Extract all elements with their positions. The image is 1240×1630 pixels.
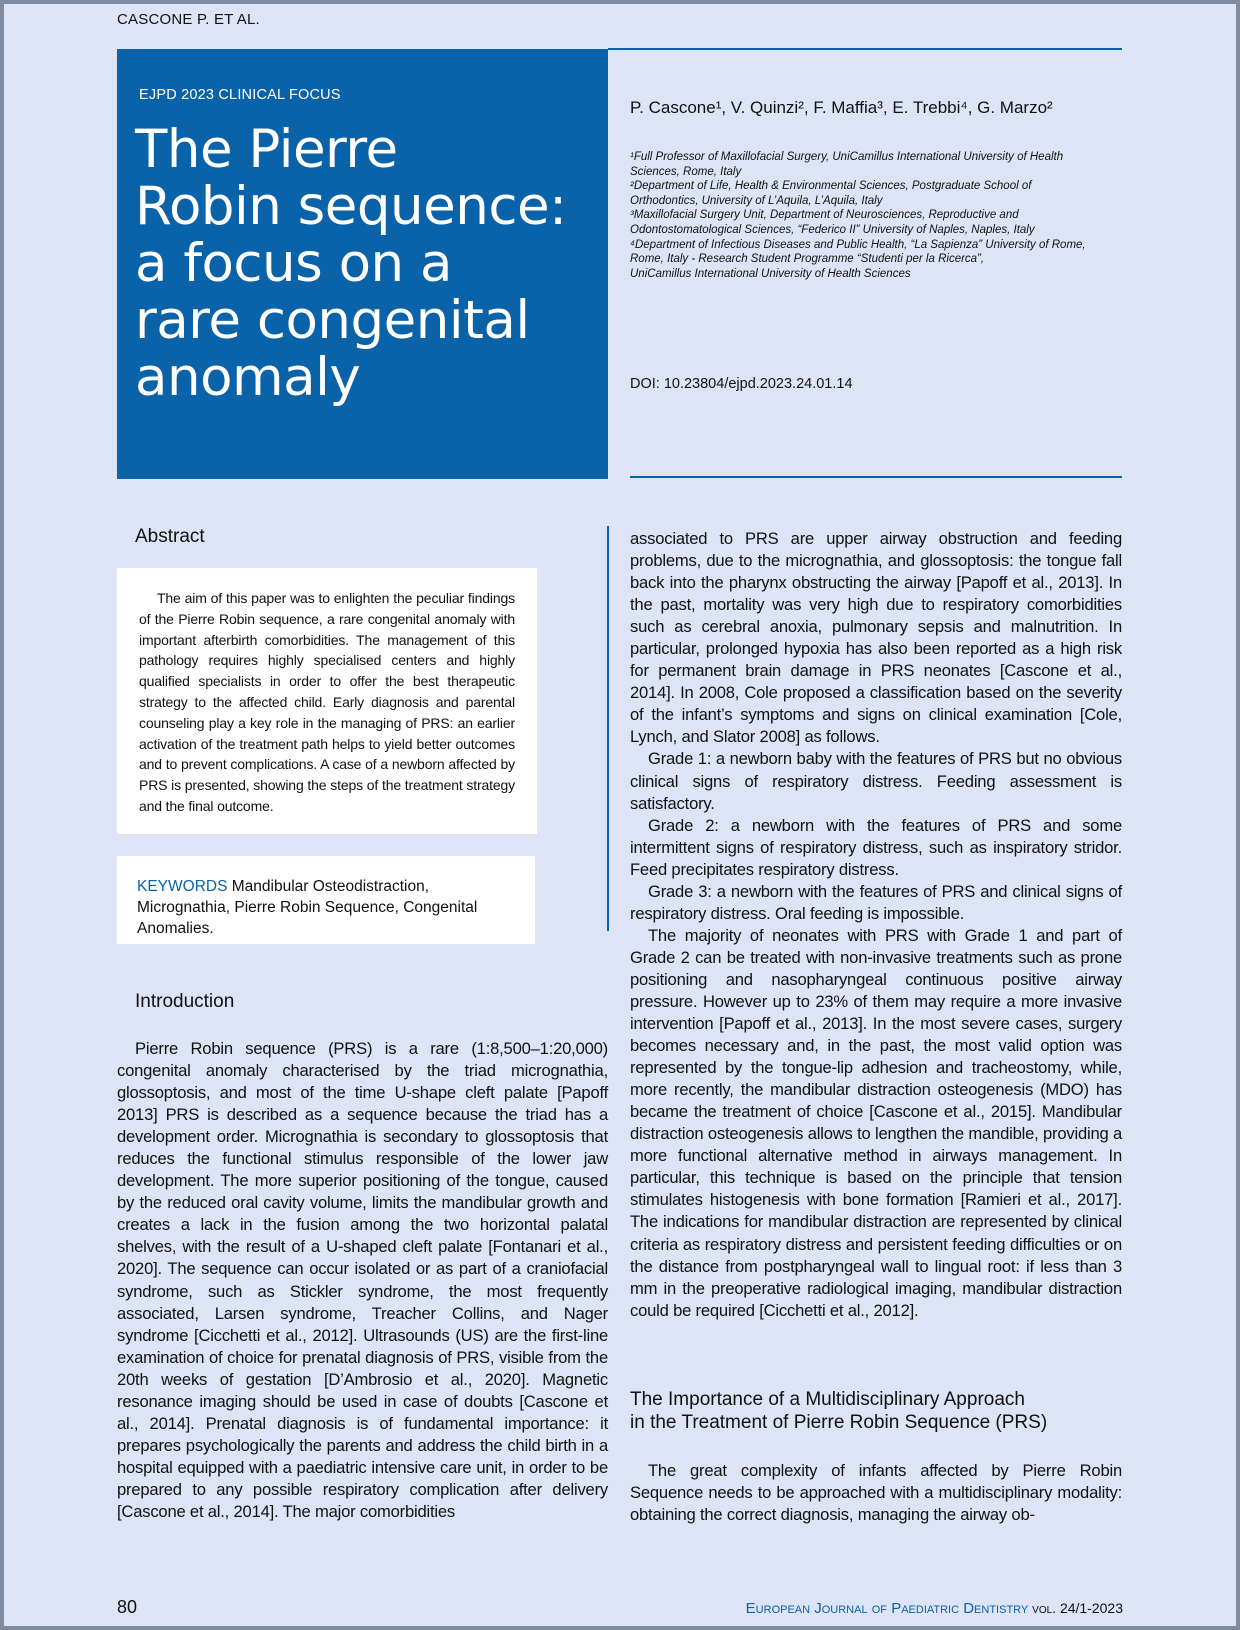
introduction-heading: Introduction bbox=[135, 991, 235, 1012]
body-paragraph: The majority of neonates with PRS with Grade 1 and part of Grade 2 can be treated with non-invasive treatments such as prone positioning and nasopharyngeal continuous positive airway pressure. However up to 23% of them may require a more invasive intervention [Papoff et al., 2013]. In the most severe cases, surgery becomes necessary and, in the past, the most valid option was represented by the tongue-lip adhesion and tracheostomy, while, more recently, the mandibular distraction osteogenesis (MDO) has became the treatment of choice [Cascone et al., 2015]. Mandibular distraction osteogenesis allows to lengthen the mandible, providing a more functional alternative method in airways management. In particular, this technique is based on the principle that tension stimulates histogenesis with bone formation [Ramieri et al., 2017]. The indications for mandibular distraction are represented by clinical criteria as respiratory distress and persistent feeding difficulties or on the distance from postpharyngeal wall to lingual root: if less than 3 mm in the preoperative radiological imaging, mandibular distraction could be required [Cicchetti et al., 2012]. bbox=[630, 925, 1122, 1320]
grade-3-paragraph: Grade 3: a newborn with the features of PRS and clinical signs of respiratory distress. Oral feeding is impossible. bbox=[630, 881, 1122, 923]
affiliation: ³Maxillofacial Surgery Unit, Department of Neurosciences, Reproductive and Odontostomatological Sciences, “Federico II” University of Naples, Naples, Italy bbox=[630, 209, 1035, 236]
column-divider bbox=[607, 526, 609, 931]
affiliations bbox=[630, 150, 1120, 281]
article-title bbox=[135, 121, 588, 406]
body-paragraph: The great complexity of infants affected by Pierre Robin Sequence needs to be approached with a multidisciplinary modality: obtaining the correct diagnosis, managing the airway ob- bbox=[630, 1461, 1122, 1525]
introduction-column bbox=[117, 1038, 608, 1523]
header-rule-bottom bbox=[630, 476, 1122, 478]
body-paragraph: associated to PRS are upper airway obstruction and feeding problems, due to the micrognathia, and glossoptosis: the tongue fall back into the pharynx obstructing the airway [Papoff et al., 2013]. In the past, mortality was very high due to respiratory comorbidities such as cerebral anoxia, pulmonary sepsis and malnutrition. In particular, prolonged hypoxia has also been reported as a high risk for permanent brain damage in PRS neonates [Cascone et al., 2014]. In 2008, Cole proposed a classification based on the severity of the infant’s symptoms and signs on clinical examination [Cole, Lynch, and Slator 2008] as follows. bbox=[630, 529, 1122, 747]
keywords-text: Mandibular Osteodistraction, Micrognathia, Pierre Robin Sequence, Congenital Anomalies. bbox=[137, 878, 478, 937]
keywords-box bbox=[117, 856, 535, 944]
abstract-text: The aim of this paper was to enlighten the peculiar findings of the Pierre Robin sequence, a rare congenital anomaly with important afterbirth comorbidities. The management of this pathology requires highly specialised centers and highly qualified specialists in order to offer the best therapeutic strategy to the affected child. Early diagnosis and parental counseling play a key role in the managing of PRS: an earlier activation of the treatment path helps to yield better outcomes and to prevent complications. A case of a newborn affected by PRS is presented, showing the steps of the treatment strategy and the final outcome. bbox=[139, 590, 515, 814]
grade-2-paragraph: Grade 2: a newborn with the features of PRS and some intermittent signs of respiratory distress, such as inspiratory stridor. Feed precipitates respiratory distress. bbox=[630, 815, 1122, 879]
title-block bbox=[117, 49, 608, 479]
affiliation: ¹Full Professor of Maxillofacial Surgery, UniCamillus International University of Health Sciences, Rome, Italy bbox=[630, 151, 1064, 178]
title-line: The Pierre bbox=[135, 119, 398, 180]
running-head: CASCONE P. ET AL. bbox=[117, 11, 260, 28]
body-paragraph: Pierre Robin sequence (PRS) is a rare (1:8,500–1:20,000) congenital anomaly characterised by the triad micrognathia, glossoptosis, and most of the time U-shape cleft palate [Papoff 2013] PRS is described as a sequence because the triad has a development order. Micrognathia is secondary to glossoptosis that reduces the functional stimulus responsible of the lower jaw development. The more superior positioning of the tongue, caused by the reduced oral cavity volume, limits the mandibular growth and creates a lack in the fusion among the two horizontal palatal shelves, with the result of a U-shaped cleft palate [Fontanari et al., 2020]. The sequence can occur isolated or as part of a craniofacial syndrome, such as Stickler syndrome, the most frequently associated, Larsen syndrome, Treacher Collins, and Nager syndrome [Cicchetti et al., 2012]. Ultrasounds (US) are the first-line examination of choice for prenatal diagnosis of PRS, visible from the 20th weeks of gestation [D’Ambrosio et al., 2020]. Magnetic resonance imaging should be used in case of doubts [Cascone et al., 2014]. Prenatal diagnosis is of fundamental importance: it prepares psychologically the parents and address the child birth in a hospital equipped with a paediatric intensive care unit, in order to be prepared to any possible respiratory complication after delivery [Cascone et al., 2014]. The major comorbidities bbox=[117, 1039, 608, 1521]
grade-1-paragraph: Grade 1: a newborn baby with the features of PRS but no obvious clinical signs of respiratory distress. Feeding assessment is satisfactory. bbox=[630, 749, 1122, 813]
subsection-heading-line: in the Treatment of Pierre Robin Sequence (PRS) bbox=[630, 1412, 1048, 1433]
right-column bbox=[630, 528, 1122, 1322]
journal-name: European Journal of Paediatric Dentistry bbox=[745, 1600, 1029, 1617]
page-number: 80 bbox=[117, 1597, 138, 1617]
header-rule-top bbox=[608, 48, 1122, 50]
section-eyebrow: EJPD 2023 CLINICAL FOCUS bbox=[139, 87, 341, 103]
doi: DOI: 10.23804/ejpd.2023.24.01.14 bbox=[630, 376, 853, 392]
right-column-continued bbox=[630, 1460, 1122, 1526]
title-line: anomaly bbox=[135, 347, 361, 408]
affiliation: ⁴Department of Infectious Diseases and Public Health, “La Sapienza” University of Rome, Rome, Italy - Research Student Programme “Studenti per la Ricerca”, UniCamillus International University of Health Sciences bbox=[630, 238, 1086, 280]
subsection-heading bbox=[630, 1388, 1122, 1434]
abstract-heading: Abstract bbox=[135, 526, 205, 547]
keywords-label: KEYWORDS bbox=[137, 878, 228, 895]
journal-footer bbox=[746, 1600, 1123, 1617]
title-line: Robin sequence: bbox=[135, 176, 567, 237]
title-line: rare congenital bbox=[135, 290, 530, 351]
title-line: a focus on a bbox=[135, 233, 452, 294]
affiliation: ²Department of Life, Health & Environmental Sciences, Postgraduate School of Orthodontics, University of L’Aquila, L’Aquila, Italy bbox=[630, 180, 1032, 207]
author-list: P. Cascone¹, V. Quinzi², F. Maffia³, E. Trebbi⁴, G. Marzo² bbox=[630, 98, 1053, 117]
subsection-heading-line: The Importance of a Multidisciplinary Approach bbox=[630, 1389, 1025, 1410]
abstract-box bbox=[117, 568, 537, 834]
journal-volume: vol. 24/1-2023 bbox=[1028, 1600, 1123, 1616]
